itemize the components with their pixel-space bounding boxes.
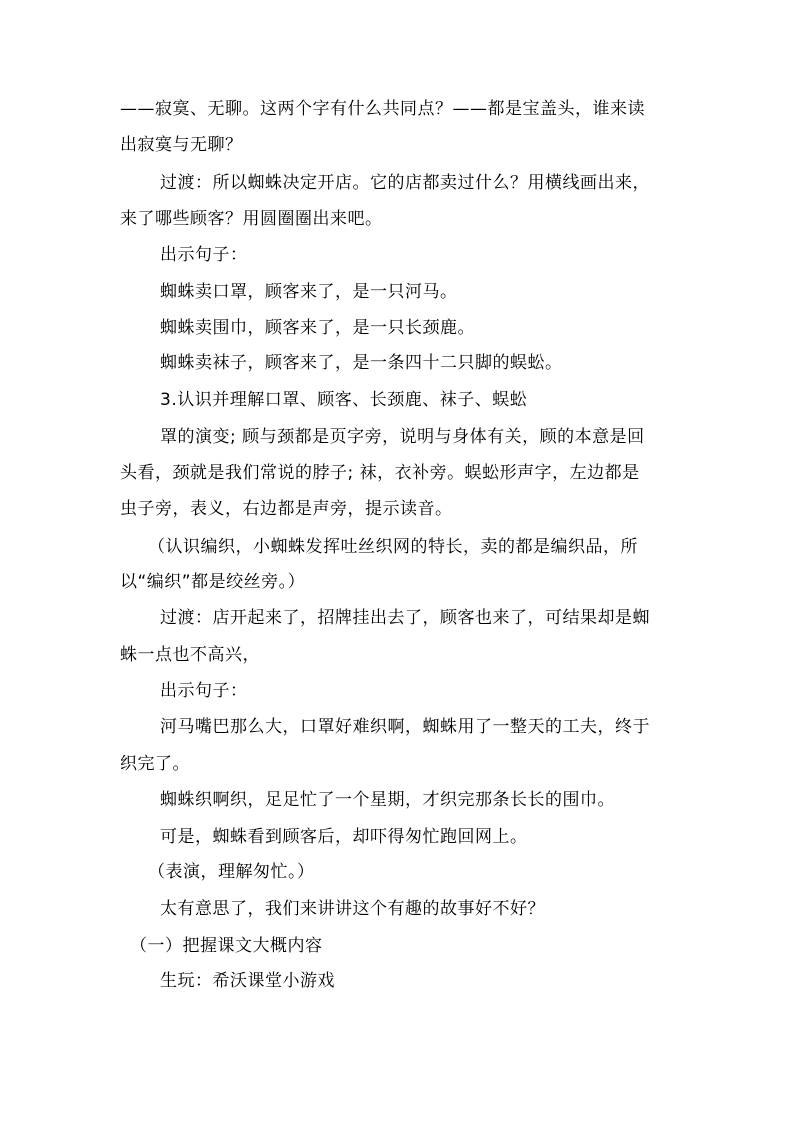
text-line: 虫子旁，表义，右边都是声旁，提示读音。 — [120, 499, 453, 519]
text-line: 罩的演变; 顾与颈都是页字旁，说明与身体有关，顾的本意是回 — [160, 427, 645, 447]
text-line: 出示句子： — [160, 245, 248, 265]
text-line: 蜘蛛卖袜子，顾客来了，是一条四十二只脚的蜈蚣。 — [160, 353, 563, 373]
text-line: 蜘蛛织啊织，足足忙了一个星期，才织完那条长长的围巾。 — [160, 790, 615, 810]
text-line: 出寂寞与无聊？ — [120, 135, 243, 155]
text-line: 太有意思了，我们来讲讲这个有趣的故事好不好？ — [160, 899, 545, 919]
text-line: 过渡：所以蜘蛛决定开店。它的店都卖过什么？用横线画出来， — [160, 173, 650, 193]
text-line: 可是，蜘蛛看到顾客后，却吓得匆忙跑回网上。 — [160, 827, 528, 847]
text-line: 织完了。 — [120, 754, 190, 774]
text-line: 生玩：希沃课堂小游戏 — [160, 971, 335, 991]
text-line: （表演，理解匆忙。） — [148, 862, 315, 882]
text-line: 来了哪些顾客？用圆圈圈出来吧。 — [120, 209, 383, 229]
text-line: 3.认识并理解口罩、顾客、长颈鹿、袜子、蜈蚣 — [160, 390, 528, 410]
text-line: 过渡：店开起来了，招牌挂出去了，顾客也来了，可结果却是蜘 — [160, 608, 650, 628]
text-line: （认识编织，小蜘蛛发挥吐丝织网的特长，卖的都是编织品，所 — [148, 537, 638, 557]
text-line: 以“编织”都是绞丝旁。） — [120, 572, 306, 592]
section-heading: （一）把握课文大概内容 — [130, 936, 323, 956]
text-line: 出示句子： — [160, 681, 248, 701]
text-line: 河马嘴巴那么大，口罩好难织啊，蜘蛛用了一整天的工夫，终于 — [160, 717, 650, 737]
text-line: 头看，颈就是我们常说的脖子; 袜，衣补旁。蜈蚣形声字，左边都是 — [120, 463, 640, 483]
text-line: ——寂寞、无聊。这两个字有什么共同点？——都是宝盖头，谁来读 — [120, 99, 645, 119]
text-line: 蛛一点也不高兴， — [120, 645, 260, 665]
text-line: 蜘蛛卖围巾，顾客来了，是一只长颈鹿。 — [160, 318, 475, 338]
text-line: 蜘蛛卖口罩，顾客来了，是一只河马。 — [160, 282, 458, 302]
